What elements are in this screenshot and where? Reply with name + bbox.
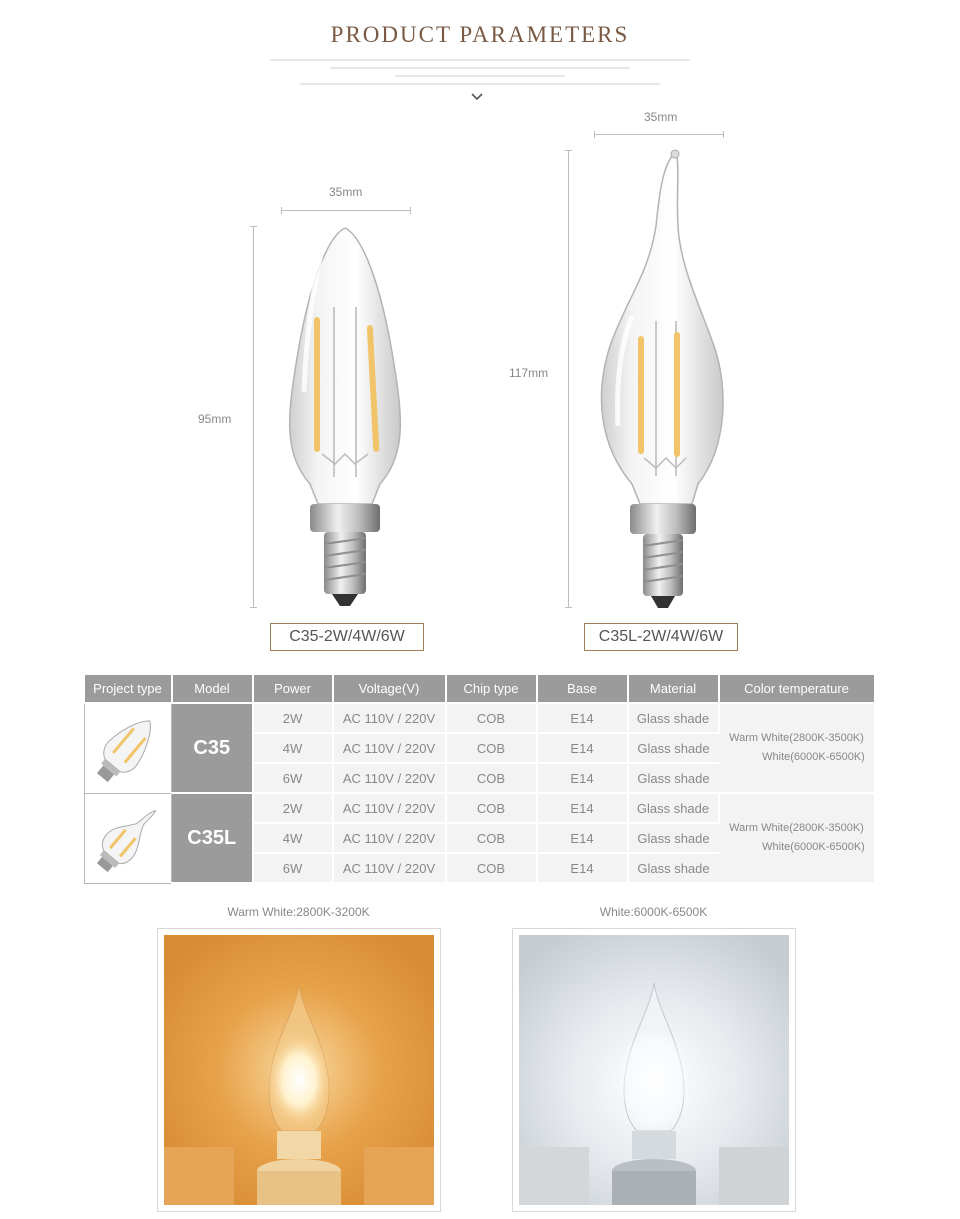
power-cell: 2W — [253, 793, 333, 823]
table-header-row — [85, 675, 874, 703]
chip-cell: COB — [446, 763, 537, 793]
power-cell: 4W — [253, 823, 333, 853]
color-temp-white: White(6000K-6500K) — [762, 841, 865, 853]
c35-bulb-thumbnail — [88, 707, 168, 787]
chip-cell: COB — [446, 793, 537, 823]
material-cell: Glass shade — [628, 853, 719, 883]
page-title: PRODUCT PARAMETERS — [330, 22, 630, 47]
voltage-cell: AC 110V / 220V — [333, 823, 446, 853]
warm-white-photo-frame — [157, 928, 441, 1212]
subtitle-blur-line — [330, 67, 630, 69]
white-caption: White:6000K-6500K — [599, 905, 708, 919]
chevron-down-icon — [470, 92, 484, 102]
c35l-thumbnail — [85, 793, 172, 883]
header-model: Model — [172, 675, 253, 703]
subtitle-blur-line — [270, 59, 690, 61]
subtitle-blur-line — [300, 83, 660, 85]
material-cell: Glass shade — [628, 733, 719, 763]
warm-white-photo — [164, 935, 434, 1205]
subtitle-blur-line — [395, 75, 565, 77]
table-row — [85, 793, 874, 823]
warm-white-caption: Warm White:2800K-3200K — [227, 905, 370, 919]
c35l-bulb-thumbnail — [88, 797, 168, 877]
c35-height-dimension — [253, 226, 254, 608]
voltage-cell: AC 110V / 220V — [333, 793, 446, 823]
material-cell: Glass shade — [628, 703, 719, 733]
spec-table — [84, 675, 874, 884]
color-temp-c35 — [719, 703, 874, 793]
color-temp-warm: Warm White(2800K-3500K) — [729, 732, 864, 744]
color-temp-c35l — [719, 793, 874, 883]
c35l-bulb-image — [588, 146, 738, 614]
c35-width-label: 35mm — [329, 185, 363, 199]
c35l-model-label: C35L-2W/4W/6W — [584, 623, 738, 651]
table-row — [85, 703, 874, 733]
voltage-cell: AC 110V / 220V — [333, 763, 446, 793]
header-base: Base — [537, 675, 628, 703]
header-power: Power — [253, 675, 333, 703]
material-cell: Glass shade — [628, 793, 719, 823]
model-c35: C35 — [172, 703, 253, 793]
header-color-temperature: Color temperature — [719, 675, 874, 703]
white-photo — [519, 935, 789, 1205]
color-temp-white: White(6000K-6500K) — [762, 751, 865, 763]
c35-bulb-image — [270, 222, 420, 614]
c35l-height-dimension — [568, 150, 569, 608]
voltage-cell: AC 110V / 220V — [333, 703, 446, 733]
header-voltage: Voltage(V) — [333, 675, 446, 703]
base-cell: E14 — [537, 823, 628, 853]
c35-model-label: C35-2W/4W/6W — [270, 623, 424, 651]
power-cell: 2W — [253, 703, 333, 733]
color-temp-warm: Warm White(2800K-3500K) — [729, 822, 864, 834]
power-cell: 6W — [253, 853, 333, 883]
white-photo-frame — [512, 928, 796, 1212]
base-cell: E14 — [537, 733, 628, 763]
header-chip-type: Chip type — [446, 675, 537, 703]
chip-cell: COB — [446, 823, 537, 853]
c35l-width-label: 35mm — [644, 110, 678, 124]
power-cell: 4W — [253, 733, 333, 763]
c35-width-dimension — [281, 210, 411, 211]
c35l-height-label: 117mm — [509, 366, 549, 380]
voltage-cell: AC 110V / 220V — [333, 733, 446, 763]
base-cell: E14 — [537, 793, 628, 823]
c35l-width-dimension — [594, 134, 724, 135]
c35-thumbnail — [85, 703, 172, 793]
base-cell: E14 — [537, 763, 628, 793]
base-cell: E14 — [537, 703, 628, 733]
base-cell: E14 — [537, 853, 628, 883]
chip-cell: COB — [446, 703, 537, 733]
voltage-cell: AC 110V / 220V — [333, 853, 446, 883]
material-cell: Glass shade — [628, 823, 719, 853]
chip-cell: COB — [446, 853, 537, 883]
material-cell: Glass shade — [628, 763, 719, 793]
c35-height-label: 95mm — [198, 412, 232, 426]
chip-cell: COB — [446, 733, 537, 763]
model-c35l: C35L — [172, 793, 253, 883]
header-material: Material — [628, 675, 719, 703]
header-project-type: Project type — [85, 675, 172, 703]
power-cell: 6W — [253, 763, 333, 793]
